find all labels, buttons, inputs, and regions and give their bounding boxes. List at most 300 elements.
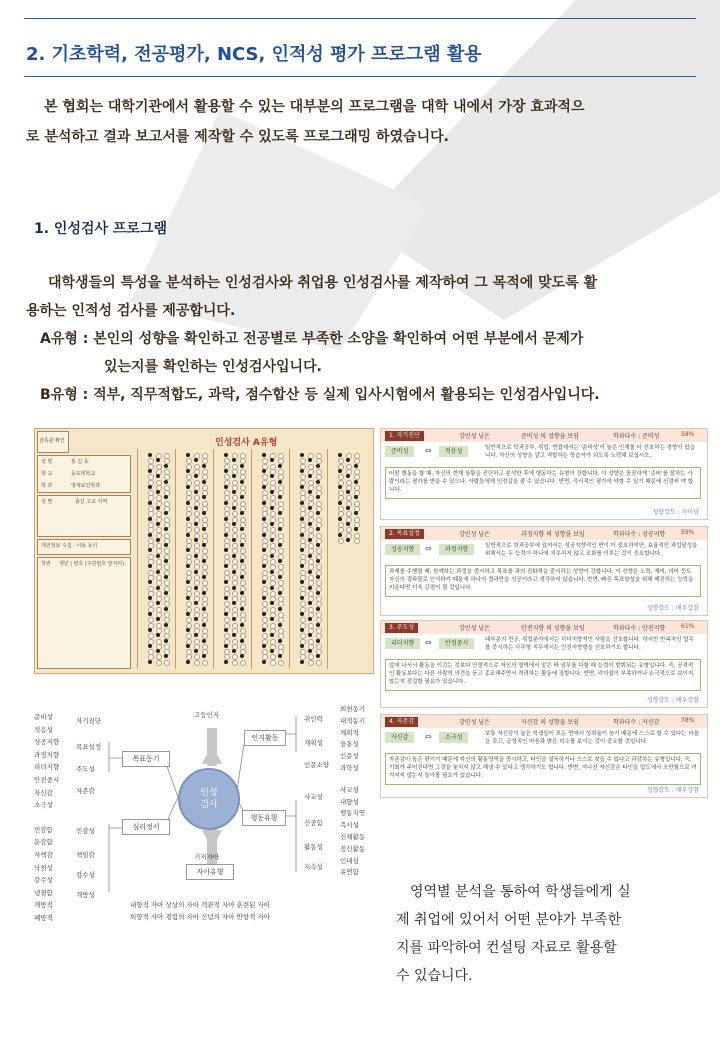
answer-bubble [300,533,304,537]
answer-bubble [148,469,152,473]
answer-bubble [338,501,342,505]
answer-bubble [194,474,198,478]
answer-bubble [156,649,160,653]
answer-bubble [278,543,282,547]
answer-bubble [232,601,236,605]
box-goal-motive: 목표동기 [122,751,170,767]
category-right: 사교성 [304,793,323,801]
trait-to: 안정중시 [439,638,474,649]
answer-bubble [270,586,274,590]
answer-bubble [202,575,206,579]
answer-bubble [224,596,228,600]
answer-bubble [316,607,320,611]
answer-bubble [164,543,168,547]
trait-from: 자신감 [385,732,414,743]
answer-bubble [194,490,198,494]
card-intensity: 성향강도 : 자이남 [652,509,699,516]
answer-bubble [262,517,266,521]
trait-right: 융통성 [340,740,359,749]
answer-bubble [194,554,198,558]
top-rule [24,18,696,19]
trait-left: 자신감 [34,788,53,797]
answer-bubble [300,564,304,568]
trait-to: 소극성 [439,732,468,743]
answer-bubble [148,501,152,505]
category-right: 인문소양 [304,761,330,769]
answer-bubble [156,570,160,574]
answer-bubble [308,649,312,653]
answer-bubble [186,501,190,505]
answer-bubble [262,644,266,648]
trait-right: 계획적 [340,728,359,737]
answer-bubble [164,575,168,579]
answer-bubble [270,649,274,653]
answer-bubble [148,612,152,616]
closing-line-1: 영역별 분석을 통하여 학생들에게 실 [410,884,631,900]
answer-bubble [194,538,198,542]
trait-left: 폐방적 [34,914,53,922]
sheet-label-supervisor: 감독관 확인 [39,438,65,444]
type-a-line-2: 있는지를 확인하는 인성검사입니다. [104,359,322,375]
answer-bubble [338,538,344,544]
answer-bubble [308,522,312,526]
trait-left: 안전중시 [34,776,60,784]
answer-bubble [240,464,244,468]
trait-right: 사교성 [340,785,359,794]
answer-bubble [316,559,320,563]
answer-bubble [164,591,168,595]
trait-to: 과정지향 [439,544,474,555]
section-title: 2. 기초학력, 전공평가, NCS, 인적성 평가 프로그램 활용 [26,44,482,65]
answer-bubble [262,580,266,584]
answer-bubble [224,469,228,473]
answer-bubble [148,628,152,632]
card-trait-row [385,636,701,654]
closing-line-4: 수 있습니다. [396,968,473,984]
intro-line-2: 로 분석하고 결과 보고서를 제작할 수 있도록 프로그래밍 하였습니다. [26,129,449,145]
answer-bubble [156,490,160,494]
answer-bubble [186,469,190,473]
answer-bubble [164,559,168,563]
sheet-label-dept: 학 과 [41,483,53,489]
sheet-label-gender: 성 별 [41,499,53,505]
center-line-1: 인성 [200,788,218,798]
answer-bubble [224,644,228,648]
report-card [380,714,708,798]
report-card [380,428,708,520]
answer-bubble [270,633,274,637]
answer-bubble [202,654,206,658]
arrow-icon: ⇔ [425,544,432,553]
answer-bubble [186,660,190,664]
card-level: 학과다수 : 안전지향 [613,625,666,632]
answer-sheet-info [37,431,131,669]
answer-bubble [232,633,236,637]
trait-left: 갈수성 [34,876,53,885]
answer-bubble [240,495,244,499]
answer-bubble [232,649,236,653]
answer-bubble [148,580,152,584]
answer-bubble [148,485,152,489]
answer-bubble [164,527,168,531]
card-desc: 대부분의 전공, 취업분야에서는 리더지향적인 사람을 선호합니다. 하지만 반복적인 업무를 중시하는 사무형 직무에서는 안전지향형을 선호하기도 합니다. [485,637,694,651]
answer-bubble [148,660,152,664]
answer-bubble [346,474,350,478]
answer-bubble [354,538,360,544]
answer-bubble [202,623,206,627]
body-line-2: 용하는 인적성 검사를 제공합니다. [26,303,236,319]
answer-bubble [156,617,160,621]
bubble-column [289,449,325,669]
sheet-label-region: 출신 고교 지역 [75,499,108,505]
answer-bubble [346,538,350,542]
answer-bubble [186,533,190,537]
answer-bubble [278,639,282,643]
answer-bubble [300,628,304,632]
closing-paragraph [396,878,696,990]
answer-bubble [224,564,228,568]
answer-bubble [270,570,274,574]
answer-bubble [308,586,312,590]
answer-bubble [262,628,266,632]
answer-bubble [186,517,190,521]
answer-bubble [262,485,266,489]
answer-bubble [148,548,152,552]
answer-bubble [262,453,266,457]
card-detail: 어떤 행동을 할 때, 자신의 현재 상황을 진단하고 분석한 후에 행동하는 유형이 강합니다. 이 성향은 꼼꼼하게 '준비'를 잘하는 사람이라는 평가를 받을 수 있으나, 사람들에게 인정감을 줄 수 있습니다. 반면, 즉시적인 평가에 약할 수 있기 때문에 신경써 야 합니다. [385,467,701,499]
answer-bubble [270,490,274,494]
answer-bubble [232,660,238,666]
answer-bubble [156,633,160,637]
card-intensity: 성향강도 : 매우강함 [646,605,699,612]
card-detail: 앞에 나서서 활동을 이끄는 것보다 안정적으로 자신의 영역에서 맡은 바 임무를 다할 때 능력이 발휘되는 유형입니다. 즉, 공격적인 활동보다는 다른 사람의 의견을 듣고 종조해주면서 격려하는 활동에 강합니다. 반면, 리더쉽이 부족하거나 소극적으로 보이지 않는지 점검할 필요가 있습니다. [385,659,701,691]
bubble-column [327,449,363,669]
sheet-school-value: 등도대학교 [71,471,96,477]
category-right: 신중함 [304,819,323,827]
card-level: 학과다수 : 성공지향 [613,531,666,538]
answer-bubble [300,517,304,521]
answer-bubble [278,511,282,515]
answer-bubble [240,511,244,515]
category-left: 자기진단 [76,717,102,725]
answer-bubble [148,644,152,648]
answer-bubble [240,654,244,658]
answer-bubble [186,548,190,552]
answer-bubble [300,612,304,616]
answer-bubble [202,607,206,611]
answer-bubble [270,474,274,478]
body-line-1: 대학생들의 특성을 분석하는 인성검사와 취업용 인성검사를 제작하여 그 목적에 맞도록 활 [48,275,598,291]
answer-bubble [202,543,206,547]
answer-bubble [300,644,304,648]
answer-bubble [300,580,304,584]
card-intensity: 성향강도 : 매우강함 [646,787,699,794]
answer-bubble [316,511,320,515]
answer-bubble [232,538,236,542]
answer-bubble [156,506,160,510]
card-desc: 보통 자신감이 높은 학생들이 모든 면에서 성취율이 높기 때문에 스스로 할 수 있다는 마음을 갖고, 긍정적인 마음과 밝은 미소를 보이는 것이 중요할 것입니다. [485,731,699,745]
answer-bubble [346,490,350,494]
answer-bubble [262,548,266,552]
trait-left: 과정지향 [34,750,60,759]
answer-bubble [194,570,198,574]
card-pct: 59% [681,529,695,536]
answer-bubble [346,506,350,510]
answer-bubble [202,559,206,563]
answer-bubble [224,612,228,616]
answer-bubble [224,660,228,664]
subsection-title: 1. 인성검사 프로그램 [34,221,167,237]
answer-bubble [156,660,162,666]
answer-bubble [262,564,266,568]
card-trait-row [385,730,701,748]
type-b-line: B유형 : 적부, 직무적합도, 과락, 점수합산 등 실제 입사시험에서 활용되는 인성검사입니다. [40,387,600,403]
answer-bubble [278,464,282,468]
answer-bubble [148,517,152,521]
answer-bubble [354,495,358,499]
answer-bubble [262,612,266,616]
trait-left: 적응성 [34,725,53,734]
answer-bubble [240,559,244,563]
answer-sheet-image [34,428,374,674]
answer-bubble [186,612,190,616]
trait-left: 성공지향 [34,738,60,747]
card-tag: 3. 주도성 [385,623,418,633]
trait-right: 외현동기 [340,705,366,713]
answer-bubble [240,623,244,627]
sheet-dept-value: 영재보건학과 [71,483,100,489]
trait-right: 인문성 [340,752,359,761]
category-left: 민감성 [76,827,95,835]
answer-bubble [300,453,304,457]
category-left: 개방성 [76,891,95,899]
answer-bubble [278,527,282,531]
answer-bubble [316,543,320,547]
answer-bubble [316,639,320,643]
trait-right: 유연함 [340,868,359,877]
answer-bubble [316,527,320,531]
answer-bubble [278,660,284,666]
answer-bubble [270,458,274,462]
arrow-icon: ⇔ [425,732,432,741]
answer-bubble [262,660,266,664]
card-level: 학과다수 : 준비성 [613,433,660,440]
answer-bubble [262,469,266,473]
answer-bubble [224,501,228,505]
answer-bubble [270,617,274,621]
answer-bubble [194,660,200,666]
answer-bubble [316,660,322,666]
answer-bubble [308,554,312,558]
sheet-label-school: 학 교 [41,471,53,477]
answer-bubble [186,485,190,489]
category-right: 귀인력 [304,715,323,723]
answer-bubble [224,533,228,537]
answer-bubble [224,485,228,489]
card-trait-row [385,444,701,462]
answer-bubble [308,660,314,666]
answer-bubble [354,527,358,531]
category-right: 활동성 [304,843,323,851]
trait-left: 준비성 [34,713,53,721]
answer-bubble [316,654,320,658]
answer-bubble [224,548,228,552]
answer-bubble [194,633,198,637]
answer-bubble [202,639,206,643]
card-desc: 일반적으로 학과공부에 있어서는 성공지향적인 면이 더 중요하지만, 효율적인 과업달성을 위해서는 두 능력이 하나에 치우치지 않고 조화를 이루는 것이 중요합니다. [485,543,698,557]
answer-bubble [278,607,282,611]
answer-bubble [224,580,228,584]
answer-bubble [186,580,190,584]
card-phrase: 준비성 의 성향을 보임 [521,433,579,440]
answer-bubble [308,617,312,621]
card-tag: 4. 자존감 [385,717,418,727]
trait-left: 개방적 [34,901,53,910]
answer-bubble [278,559,282,563]
closing-line-3: 지를 파악하여 컨설팅 자료로 활용할 [396,940,617,956]
answer-bubble [300,548,304,552]
answer-bubble [338,469,342,473]
category-right: 지속성 [304,863,323,871]
trait-from: 준비성 [385,446,414,457]
trait-left: 둔감함 [34,838,53,847]
box-self-type: 자아유형 [186,864,234,880]
diagram-bottom-row-2: 외향적 자아 경험의 자아 신념의 자아 반항적 자아 [130,913,271,921]
trait-left: 자책감 [34,851,53,859]
trait-right: 인내심 [340,856,359,865]
answer-bubble [240,591,244,595]
answer-bubble [240,660,246,666]
answer-bubble [354,480,358,484]
answer-bubble [202,591,206,595]
diagram-center [178,768,240,830]
answer-bubble [354,464,358,468]
closing-line-2: 제 취업에 있어서 어떤 분야가 부족한 [396,912,622,928]
answer-bubble [156,554,160,558]
answer-bubble [194,617,198,621]
arrow-icon: ⇔ [425,638,432,647]
arrow-icon: ⇔ [425,446,432,455]
answer-bubble [164,464,168,468]
answer-bubble [316,623,320,627]
bubble-column [213,449,249,669]
answer-bubble [308,506,312,510]
answer-bubble [308,538,312,542]
answer-bubble [316,495,320,499]
trait-left: 낙천성 [34,863,53,872]
card-person: 강민성 님은 [459,625,490,632]
card-tag: 2. 목표설정 [385,529,424,539]
card-detail: 자존감이 높은 편이기 때문에 자신의 활동영역을 중시하고, 타인을 설득하거나 스스로 찾을 수 있다고 과감하는 유형입니다. 즉, 기회가 주어진다면 그것을 놓치지 않고 해낼 수 있다고 생각하기도 합니다. 반면, 지나친 자신감은 타인을 압도에서 오만함으로 여겨지지 않는지 돌아볼 필요가 있습니다. [385,753,701,785]
trait-left: 리더지향 [34,763,60,772]
card-phrase: 안전지향 의 성향을 보임 [521,625,585,632]
report-card [380,526,708,616]
card-level: 학과다수 : 자신감 [613,719,660,726]
trait-right: 과학성 [340,764,359,772]
answer-bubble [148,453,152,457]
intro-line-1: 본 협회는 대학기관에서 활용할 수 있는 대부분의 프로그램을 대학 내에서 가장 효과적으 [44,99,585,115]
answer-bubble [164,660,170,666]
diagram-top-label: 고등인지 [194,711,220,719]
answer-bubble [194,601,198,605]
sheet-label-birth: 생년 | 번호 (주민번호 앞자리) [59,561,125,567]
title-rule [24,76,696,77]
sheet-label-consent: 개인정보 수집 · 이용 동의 [41,543,98,549]
answer-bubble [186,628,190,632]
answer-bubble [156,586,160,590]
answer-bubble [316,575,320,579]
answer-bubble [316,591,320,595]
answer-bubble [338,533,342,537]
answer-bubble [270,601,274,605]
answer-bubble [156,522,160,526]
answer-bubble [194,586,198,590]
answer-bubble [232,506,236,510]
answer-bubble [338,485,342,489]
answer-bubble [202,464,206,468]
answer-bubble [278,591,282,595]
answer-bubble [202,495,206,499]
trait-right: 행동지연 [340,809,366,818]
box-behavior: 행동유형 [242,810,286,826]
answer-bubble [148,533,152,537]
answer-bubble [262,501,266,505]
answer-bubble [164,623,168,627]
answer-bubble [194,649,198,653]
answer-bubble [262,596,266,600]
category-left: 자존감 [76,787,95,795]
answer-bubble [240,575,244,579]
answer-bubble [164,495,168,499]
card-phrase: 자신감 의 성향을 보임 [521,719,579,726]
answer-bubble [270,506,274,510]
answer-bubble [232,617,236,621]
trait-left: 소극성 [34,801,53,810]
answer-sheet-title: 인성검사 A유형 [215,438,278,448]
card-pct: 58% [681,431,695,438]
trait-from: 성공지향 [385,544,420,555]
answer-bubble [164,639,168,643]
answer-bubble [224,517,228,521]
card-intensity: 성향강도 : 매우강함 [646,697,699,704]
answer-bubble [278,623,282,627]
answer-bubble [224,453,228,457]
answer-bubble [270,554,274,558]
diagram-bottom-row-1: 내향적 자아 상상의 자아 객관적 자아 훈련된 자아 [130,901,271,909]
answer-bubble [156,458,160,462]
answer-bubble [240,639,244,643]
category-left: 주도성 [76,765,95,773]
answer-bubble [338,453,342,457]
answer-bubble [308,458,312,462]
answer-bubble [148,596,152,600]
answer-bubble [232,522,236,526]
answer-bubble [262,533,266,537]
answer-bubble [156,474,160,478]
trait-to: 적응성 [439,446,468,457]
answer-bubble [300,469,304,473]
category-right: 계획성 [304,739,323,747]
bubble-column [175,449,211,669]
answer-bubble [308,601,312,605]
answer-bubble [346,458,350,462]
answer-bubble [186,596,190,600]
answer-bubble [240,607,244,611]
answer-bubble [240,527,244,531]
answer-bubble [232,490,236,494]
answer-bubble [232,570,236,574]
answer-bubble [156,538,160,542]
